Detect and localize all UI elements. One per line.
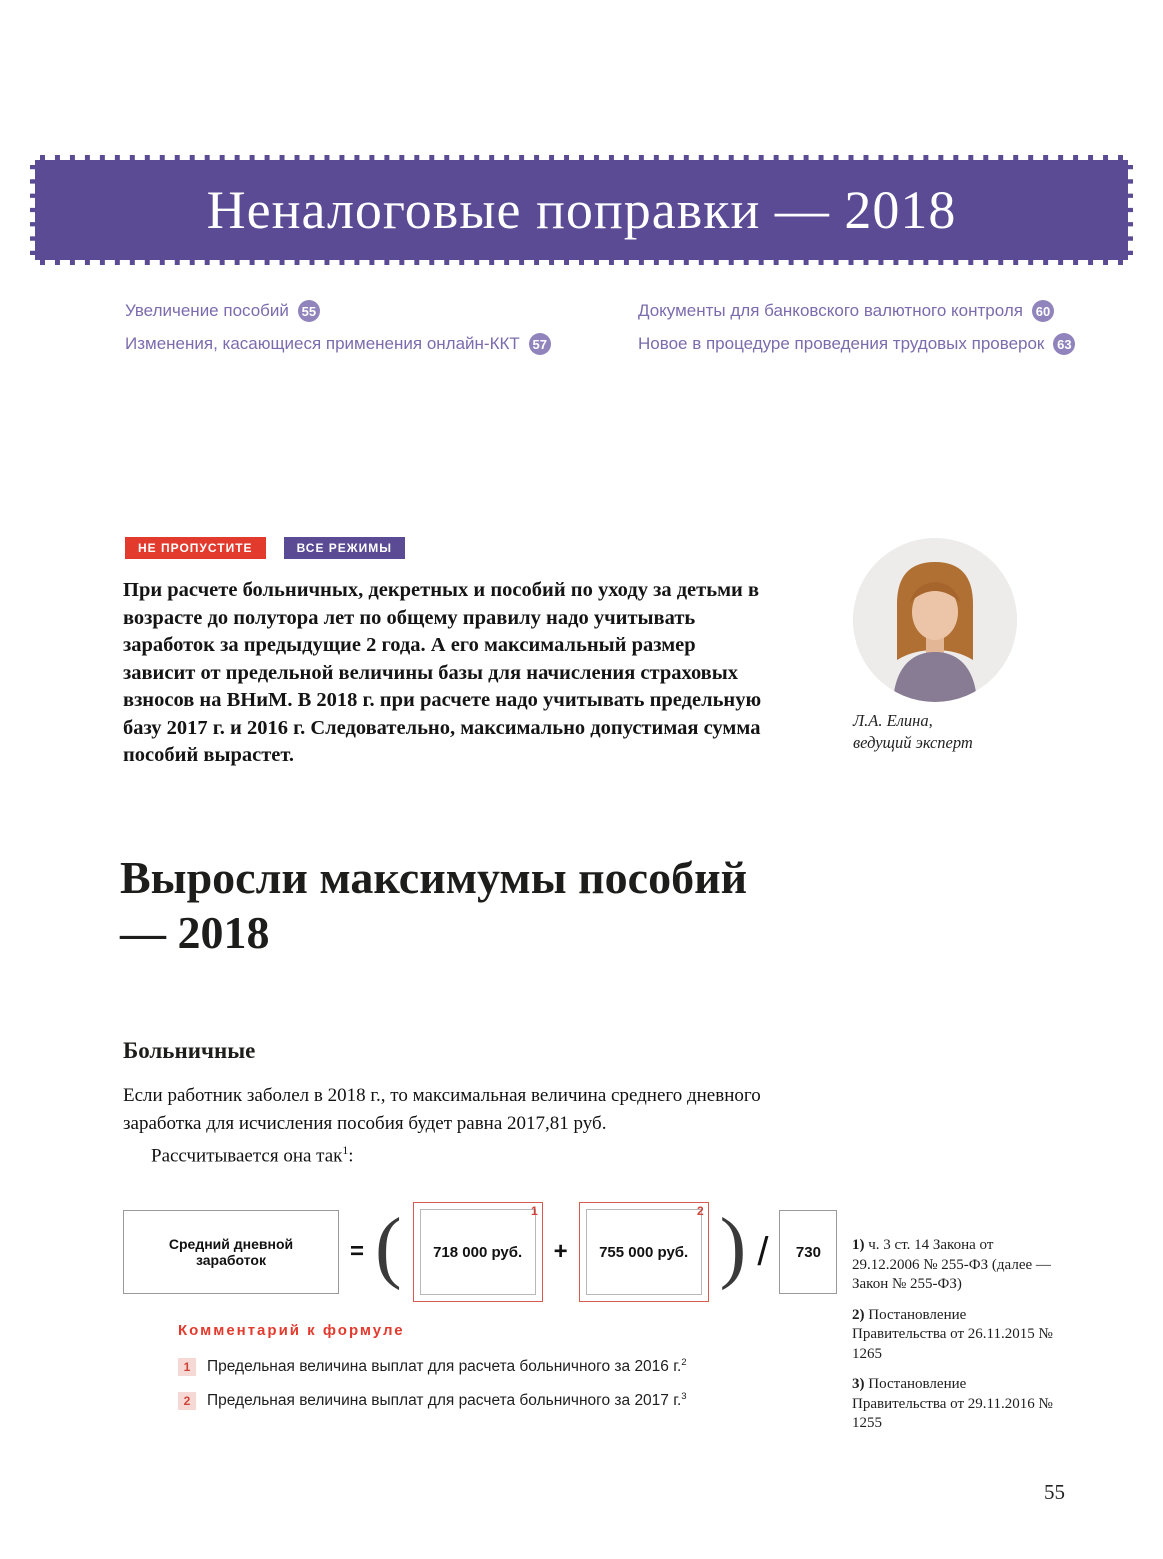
open-parenthesis: ( [375,1203,402,1291]
footnote: 2) Постановление Правительства от 26.11.2015 № 1265 [852,1306,1053,1362]
toc-label[interactable]: Изменения, касающиеся применения онлайн-ККТ [125,334,520,353]
formula-comment [178,1322,798,1425]
section-subheading: Больничные [123,1038,256,1063]
tag-all-regimes: ВСЕ РЕЖИМЫ [284,537,405,559]
footnote-ref: 2 [681,1357,687,1368]
footnote: 3) Постановление Правительства от 29.11.2016 № 1255 [852,1376,1053,1431]
banner-title: Неналоговые поправки — 2018 [206,180,957,240]
comment-number-badge: 2 [178,1392,196,1410]
footnote-ref: 1 [342,1144,349,1157]
formula-divisor-box: 730 [779,1210,837,1294]
close-parenthesis: ) [719,1203,747,1291]
tags-row [125,537,405,559]
equals-sign: = [350,1238,365,1265]
body-sentence-2: Рассчитывается она так$^1$: [151,1144,354,1167]
footnote: 1) ч. 3 ст. 14 Закона от 29.12.2006 № 255-ФЗ (далее — Закон № 255-ФЗ) [852,1237,1051,1292]
page-number: 55 [1044,1480,1065,1504]
tag-dont-miss: НЕ ПРОПУСТИТЕ [125,537,266,559]
comment-title: Комментарий к формуле [178,1322,405,1339]
comment-text: Предельная величина выплат для расчета больничного за 2017 г.$^3$ [207,1391,687,1410]
formula-operand-2-value: 755 000 руб. [586,1209,702,1295]
toc-item-online-kkt[interactable] [125,333,605,355]
formula-ref-2: 2 [696,1204,704,1218]
section-banner [30,155,1133,265]
body-paragraph [123,1082,833,1170]
toc-page-badge: 63 [1053,333,1075,355]
toc-label[interactable]: Увеличение пособий [125,301,289,320]
author-photo [853,538,1017,702]
author-name: Л.А. Елина, [853,711,933,730]
toc-column-right [638,300,1078,366]
author-role: ведущий эксперт [853,733,973,752]
toc-item-benefits[interactable] [125,300,605,322]
footnote-ref: 3 [681,1391,687,1403]
comment-number-badge: 1 [178,1358,196,1376]
formula-ref-1: 1 [530,1204,538,1218]
toc-label[interactable]: Новое в процедуре проведения трудовых проверок [638,334,1045,353]
formula-operand-1 [413,1202,543,1302]
toc-page-badge: 57 [529,333,551,355]
formula-operand-2 [579,1202,709,1302]
toc-page-badge: 55 [298,300,320,322]
toc-column-left [125,300,605,366]
person-portrait-icon [853,538,1017,702]
toc-label[interactable]: Документы для банковского валютного контроля [638,301,1023,320]
margin-footnotes [852,1236,1064,1445]
formula-operand-1-value: 718 000 руб. [420,1209,536,1295]
toc-item-labor-inspections[interactable] [638,333,1078,355]
formula-result-box: Средний дневной заработок [123,1210,339,1294]
author-caption [853,710,973,754]
toc-page-badge: 60 [1032,300,1054,322]
lead-paragraph: При расчете больничных, декретных и пособий по уходу за детьми в возрасте до полутора лет по общему правилу надо учитывать заработок за предыдущие 2 года. А его максимальный размер зависит от предельной величины базы для начисления страховых взносов на ВНиМ. В 2018 г. при расчете надо учитывать предельную базу 2017 г. и 2016 г. Следовательно, максимально допустимая сумма пособий вырастет. [123,579,762,766]
toc-item-currency-control[interactable] [638,300,1078,322]
body-sentence: Если работник заболел в 2018 г., то максимальная величина среднего дневного заработка для исчисления пособия будет равна 2017,81 руб. [123,1085,761,1134]
article-headline: Выросли максимумы пособий — 2018 [120,852,748,958]
comment-item [178,1357,798,1376]
comment-item [178,1391,798,1410]
formula-diagram [123,1202,837,1302]
comment-text: Предельная величина выплат для расчета больничного за 2016 г.$^2$ [207,1357,687,1376]
plus-sign: + [553,1238,568,1265]
divide-sign: / [757,1229,769,1274]
